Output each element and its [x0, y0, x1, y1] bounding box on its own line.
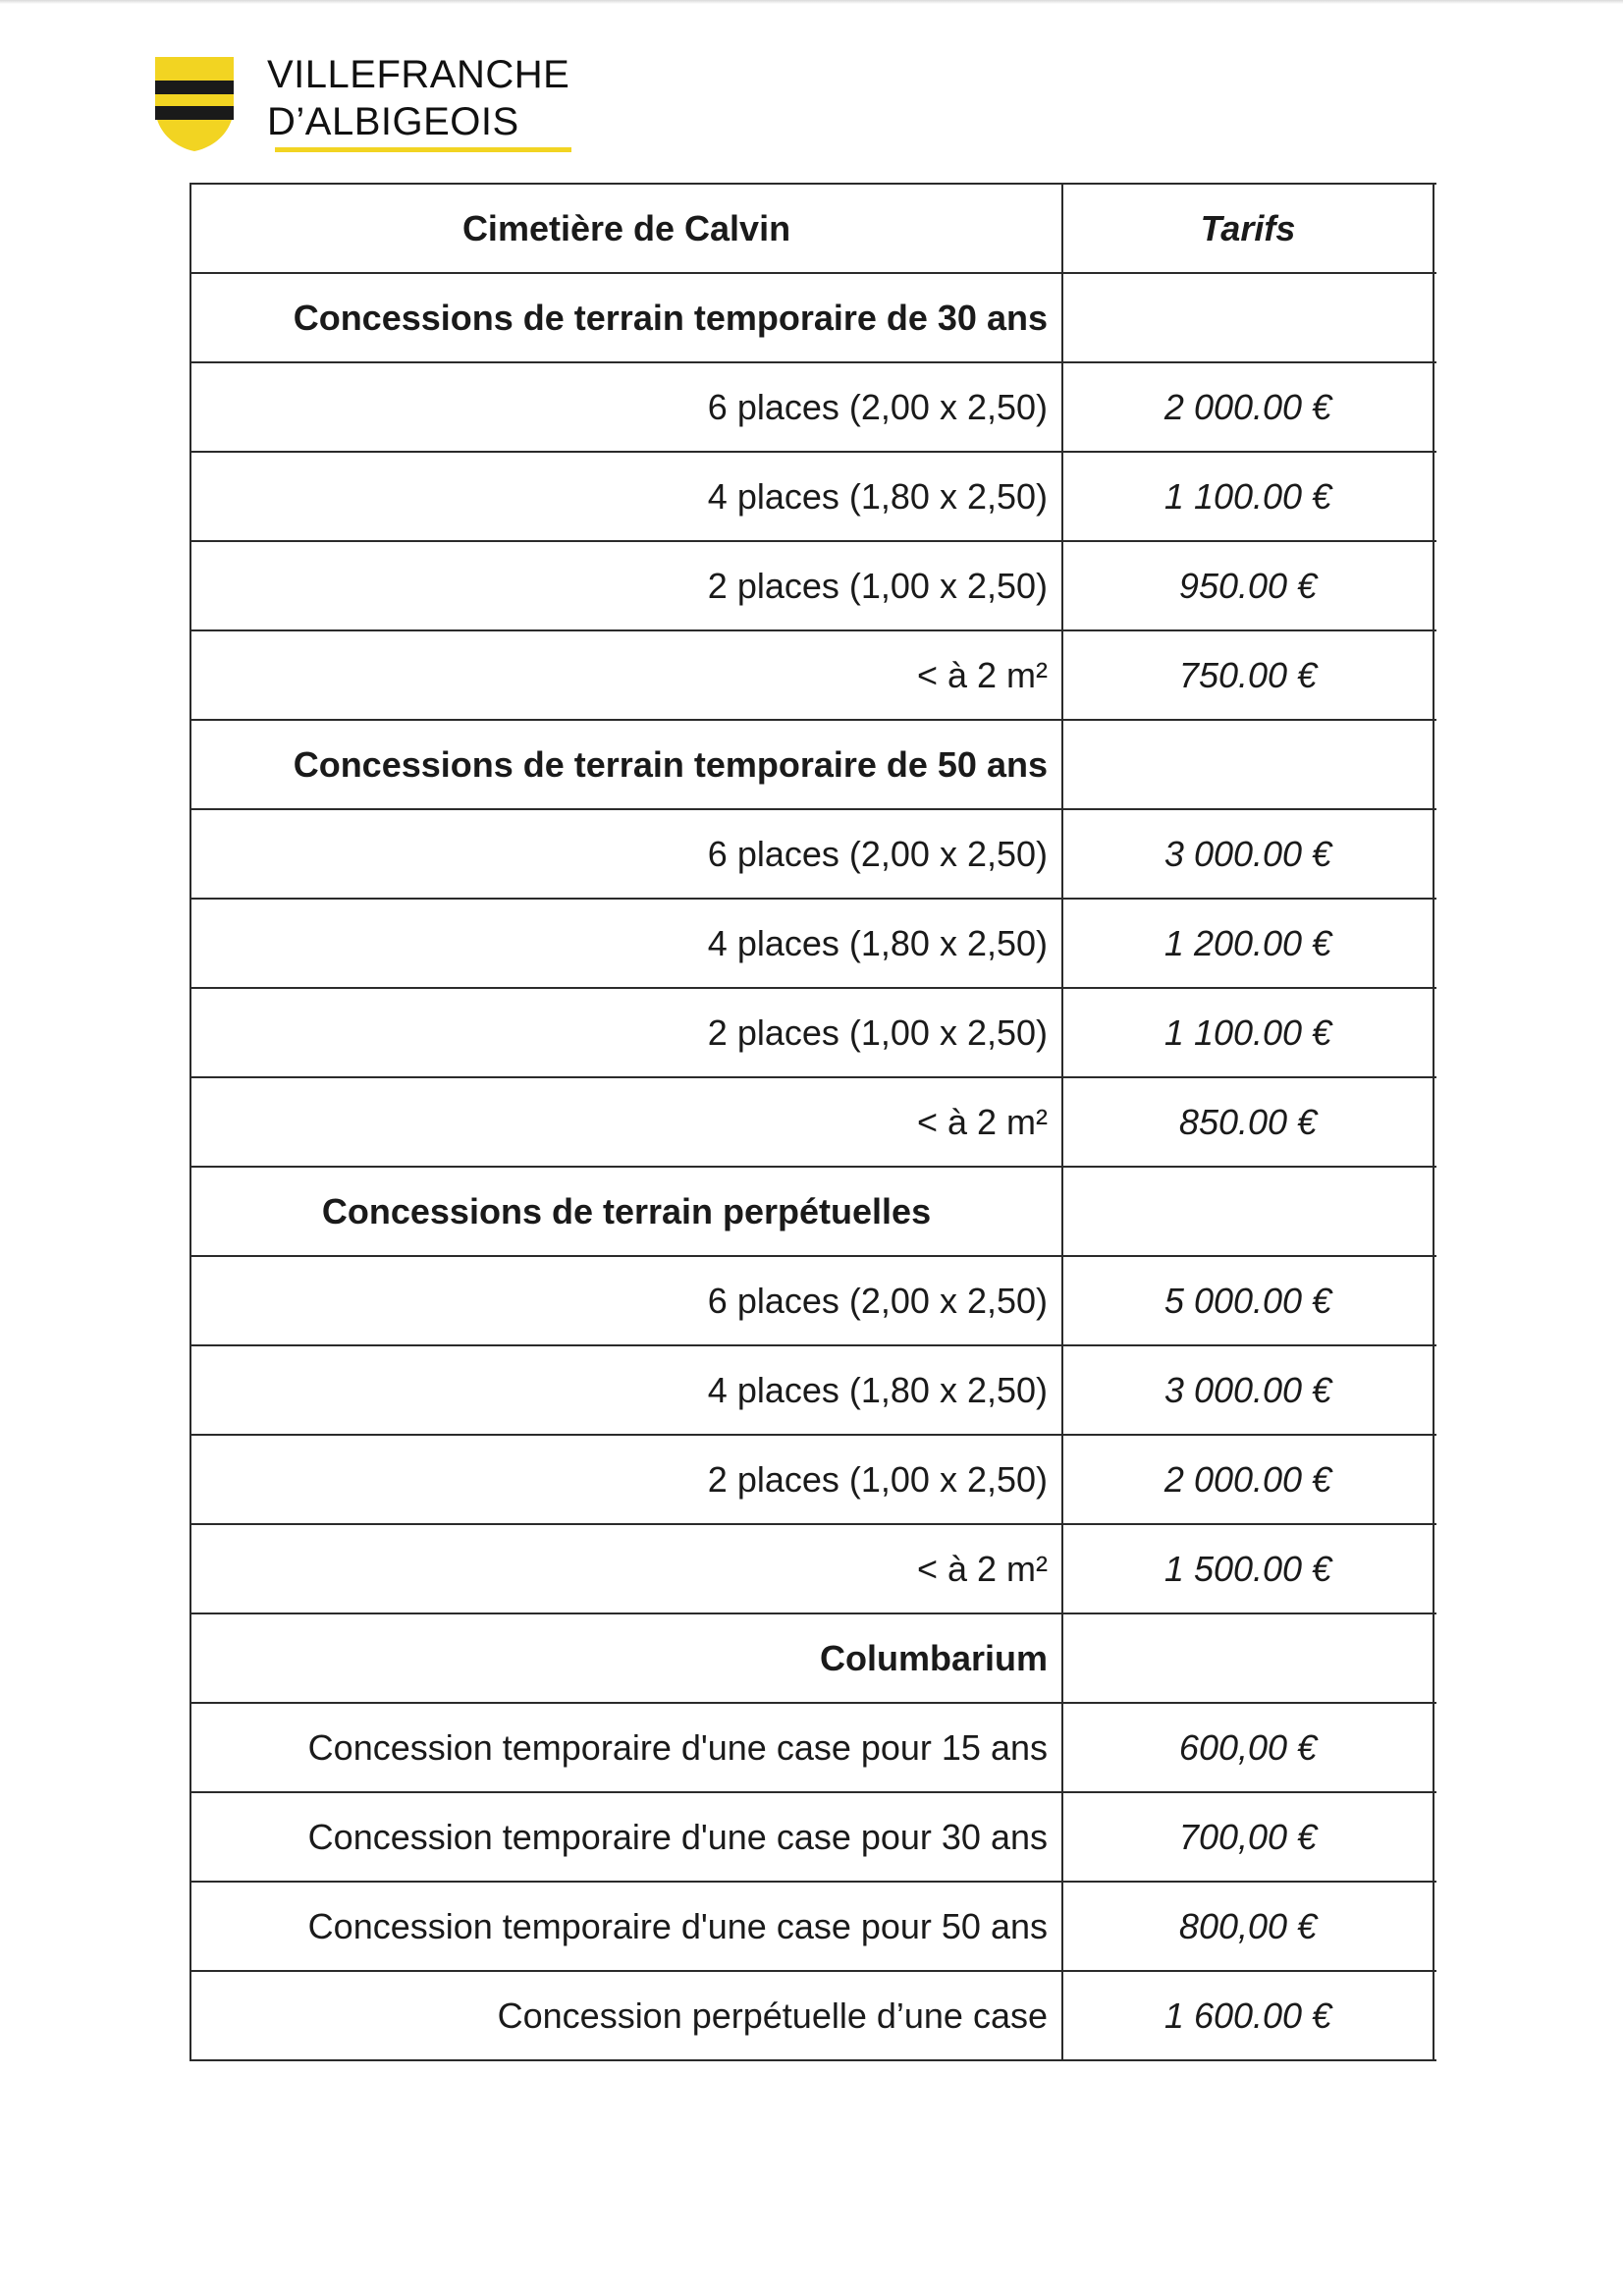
row-label: 6 places (2,00 x 2,50) — [191, 363, 1063, 451]
row-label: Concession temporaire d'une case pour 50 ans — [191, 1883, 1063, 1970]
row-label: < à 2 m² — [191, 1525, 1063, 1613]
table-header-row — [191, 185, 1436, 274]
table-row — [191, 1704, 1436, 1793]
header-price: Tarifs — [1063, 185, 1434, 272]
row-price: 1 100.00 € — [1063, 989, 1434, 1076]
row-label: Concession perpétuelle d’une case — [191, 1972, 1063, 2059]
row-price: 1 500.00 € — [1063, 1525, 1434, 1613]
brand-underline — [275, 147, 571, 152]
tariff-table — [189, 183, 1436, 2061]
town-name-line2: D’ALBIGEOIS — [267, 100, 519, 143]
row-label: 4 places (1,80 x 2,50) — [191, 1346, 1063, 1434]
row-label: Concession temporaire d'une case pour 30 ans — [191, 1793, 1063, 1881]
row-price: 950.00 € — [1063, 542, 1434, 629]
table-row — [191, 453, 1436, 542]
row-price: 750.00 € — [1063, 631, 1434, 719]
table-row — [191, 1793, 1436, 1883]
row-price: 600,00 € — [1063, 1704, 1434, 1791]
table-row — [191, 1257, 1436, 1346]
table-row — [191, 1525, 1436, 1614]
table-row — [191, 1436, 1436, 1525]
row-price: 2 000.00 € — [1063, 1436, 1434, 1523]
table-row — [191, 1078, 1436, 1168]
row-price: 3 000.00 € — [1063, 810, 1434, 898]
table-row — [191, 989, 1436, 1078]
header-label: Cimetière de Calvin — [191, 185, 1063, 272]
row-price: 3 000.00 € — [1063, 1346, 1434, 1434]
row-price: 1 600.00 € — [1063, 1972, 1434, 2059]
row-label: 4 places (1,80 x 2,50) — [191, 900, 1063, 987]
section-title: Columbarium — [191, 1614, 1063, 1702]
section-row — [191, 1614, 1436, 1704]
table-row — [191, 363, 1436, 453]
row-price: 2 000.00 € — [1063, 363, 1434, 451]
town-name — [267, 51, 569, 145]
section-row — [191, 721, 1436, 810]
table-row — [191, 1972, 1436, 2061]
row-label: 6 places (2,00 x 2,50) — [191, 1257, 1063, 1344]
table-row — [191, 1346, 1436, 1436]
coat-of-arms-logo — [153, 55, 236, 153]
section-price-empty — [1063, 721, 1434, 808]
section-title: Concessions de terrain temporaire de 50 ans — [191, 721, 1063, 808]
row-label: Concession temporaire d'une case pour 15 ans — [191, 1704, 1063, 1791]
row-label: 2 places (1,00 x 2,50) — [191, 542, 1063, 629]
section-price-empty — [1063, 1614, 1434, 1702]
row-label: 4 places (1,80 x 2,50) — [191, 453, 1063, 540]
town-name-line1: VILLEFRANCHE — [267, 53, 570, 96]
row-label: 2 places (1,00 x 2,50) — [191, 989, 1063, 1076]
row-label: < à 2 m² — [191, 1078, 1063, 1166]
scan-edge — [0, 0, 1623, 4]
row-label: < à 2 m² — [191, 631, 1063, 719]
row-label: 2 places (1,00 x 2,50) — [191, 1436, 1063, 1523]
section-title: Concessions de terrain perpétuelles — [191, 1168, 1063, 1255]
section-price-empty — [1063, 274, 1434, 361]
row-price: 850.00 € — [1063, 1078, 1434, 1166]
table-row — [191, 1883, 1436, 1972]
row-label: 6 places (2,00 x 2,50) — [191, 810, 1063, 898]
section-title: Concessions de terrain temporaire de 30 ans — [191, 274, 1063, 361]
letterhead — [153, 51, 605, 159]
section-row — [191, 274, 1436, 363]
table-row — [191, 810, 1436, 900]
row-price: 1 200.00 € — [1063, 900, 1434, 987]
section-row — [191, 1168, 1436, 1257]
section-price-empty — [1063, 1168, 1434, 1255]
table-row — [191, 542, 1436, 631]
row-price: 5 000.00 € — [1063, 1257, 1434, 1344]
row-price: 800,00 € — [1063, 1883, 1434, 1970]
table-row — [191, 631, 1436, 721]
row-price: 1 100.00 € — [1063, 453, 1434, 540]
table-row — [191, 900, 1436, 989]
row-price: 700,00 € — [1063, 1793, 1434, 1881]
